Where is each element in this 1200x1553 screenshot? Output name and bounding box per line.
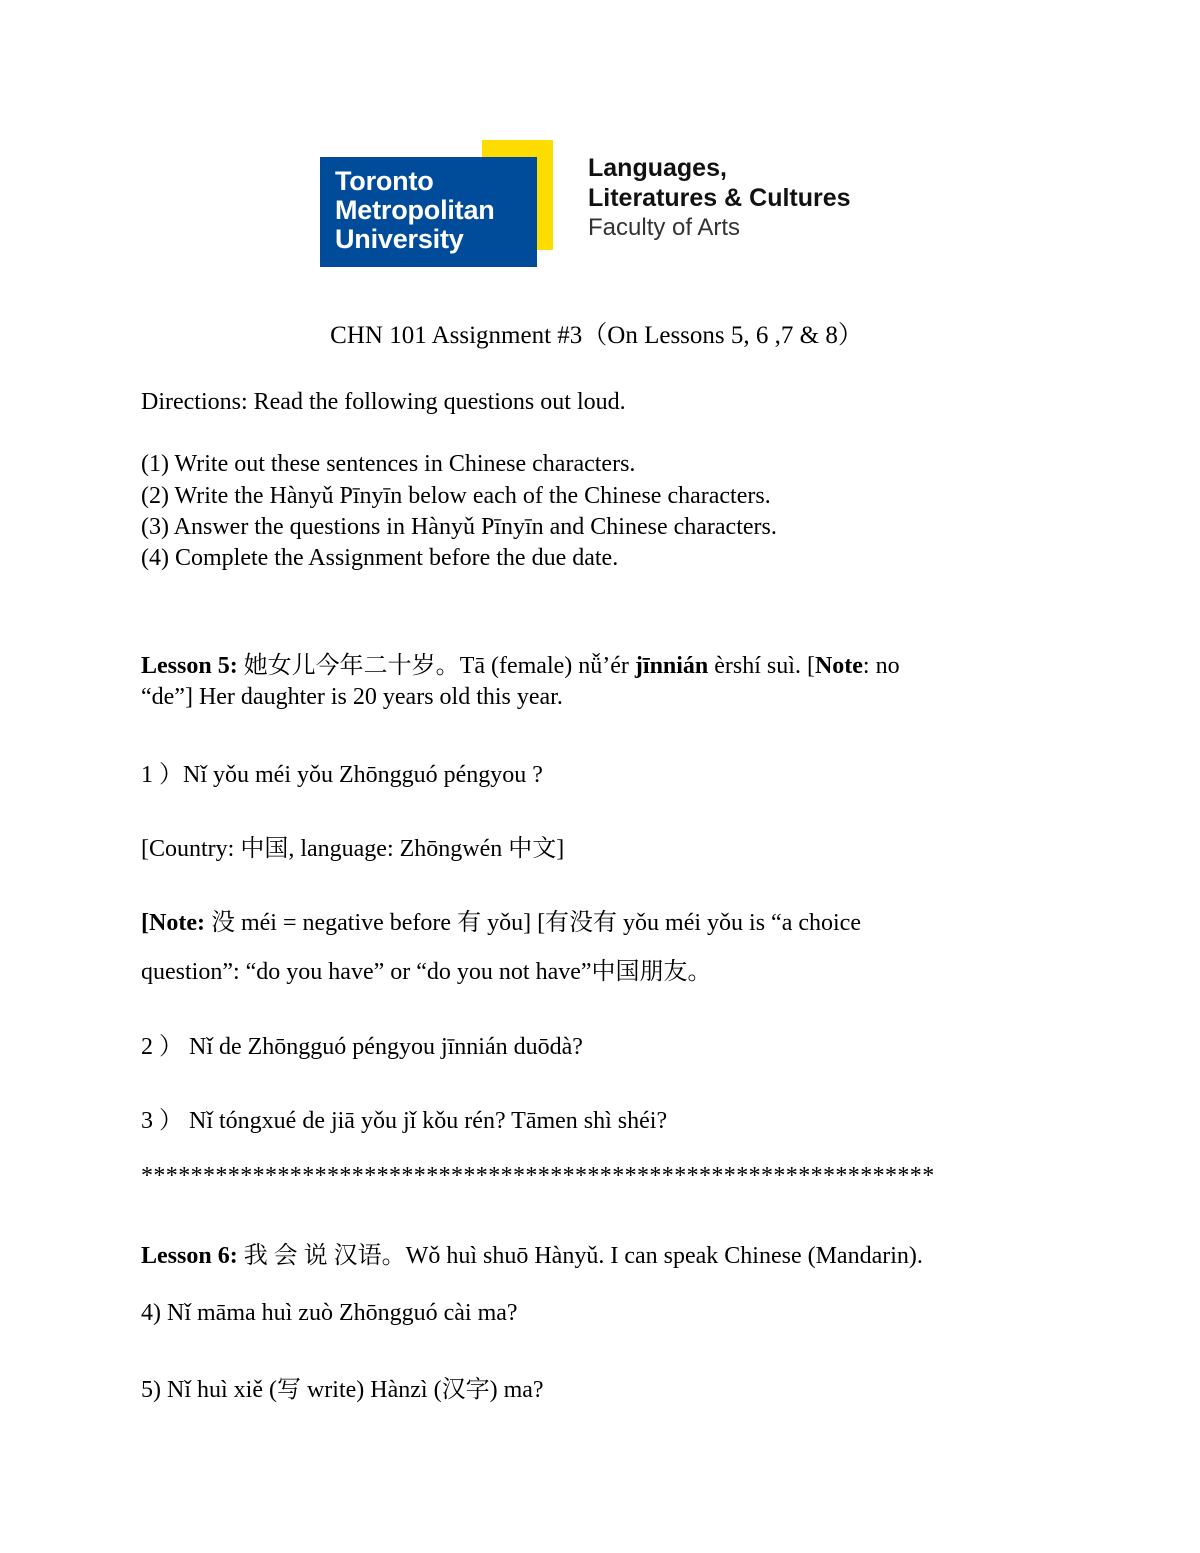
lesson5-hanzi: 她女儿今年二十岁。 (237, 653, 460, 679)
note2-text: 没 méi = negative before 有 yǒu] [有没有 yǒu méi yǒu is “a choice (204, 910, 861, 936)
logo-line-2: Metropolitan (335, 195, 495, 225)
question-4: 4) Nǐ māma huì zuò Zhōngguó cài ma? (141, 1300, 518, 1326)
lesson6-text: 我 会 说 汉语。Wǒ huì shuō Hànyǔ. I can speak Chinese (Mandarin). (237, 1243, 923, 1269)
instruction-3: (3) Answer the questions in Hànyǔ Pīnyīn and Chinese characters. (141, 514, 777, 540)
assignment-title: CHN 101 Assignment #3（On Lessons 5, 6 ,7 & 8） (330, 322, 863, 349)
logo-blue-block (320, 157, 537, 267)
question-2: 2 ） Nǐ de Zhōngguó péngyou jīnnián duōdà? (141, 1034, 583, 1060)
instruction-1: (1) Write out these sentences in Chinese characters. (141, 451, 636, 477)
note2-line2: question”: “do you have” or “do you not have”中国朋友。 (141, 959, 712, 985)
logo-line-3: University (335, 224, 464, 254)
department-name-2: Literatures & Cultures (588, 184, 851, 212)
country-note: [Country: 中国, language: Zhōngwén 中文] (141, 836, 565, 862)
note2-label: [Note: (141, 910, 205, 936)
faculty-name: Faculty of Arts (588, 214, 741, 241)
directions: Directions: Read the following questions out loud. (141, 389, 626, 415)
lesson5-heading-line (141, 645, 900, 680)
lesson5-pinyin-a: Tā (female) nǚ’ér (459, 653, 635, 679)
note2-line1 (141, 902, 861, 937)
lesson5-note-label: Note (814, 653, 863, 679)
lesson5-pinyin-b: èrshí suì. [ (708, 653, 815, 679)
university-logo (320, 140, 900, 270)
lesson5-line2: “de”] Her daughter is 20 years old this year. (141, 684, 563, 710)
question-5: 5) Nǐ huì xiě (写 write) Hànzì (汉字) ma? (141, 1377, 544, 1403)
question-3: 3 ） Nǐ tóngxué de jiā yǒu jǐ kǒu rén? Tāmen shì shéi? (141, 1108, 668, 1134)
lesson6-label: Lesson 6: (141, 1243, 238, 1269)
instruction-2: (2) Write the Hànyǔ Pīnyīn below each of the Chinese characters. (141, 483, 771, 509)
lesson5-note-text: : no (862, 653, 900, 679)
lesson6-heading-line (141, 1235, 923, 1270)
lesson5-label: Lesson 5: (141, 653, 238, 679)
department-name: Languages, (588, 154, 727, 182)
logo-line-1: Toronto (335, 166, 434, 196)
separator: **************************************************************** (141, 1163, 935, 1189)
question-1: 1 ）Nǐ yǒu méi yǒu Zhōngguó péngyou ? (141, 762, 543, 788)
lesson5-pinyin-bold: jīnnián (634, 653, 709, 679)
instruction-4: (4) Complete the Assignment before the due date. (141, 545, 619, 571)
